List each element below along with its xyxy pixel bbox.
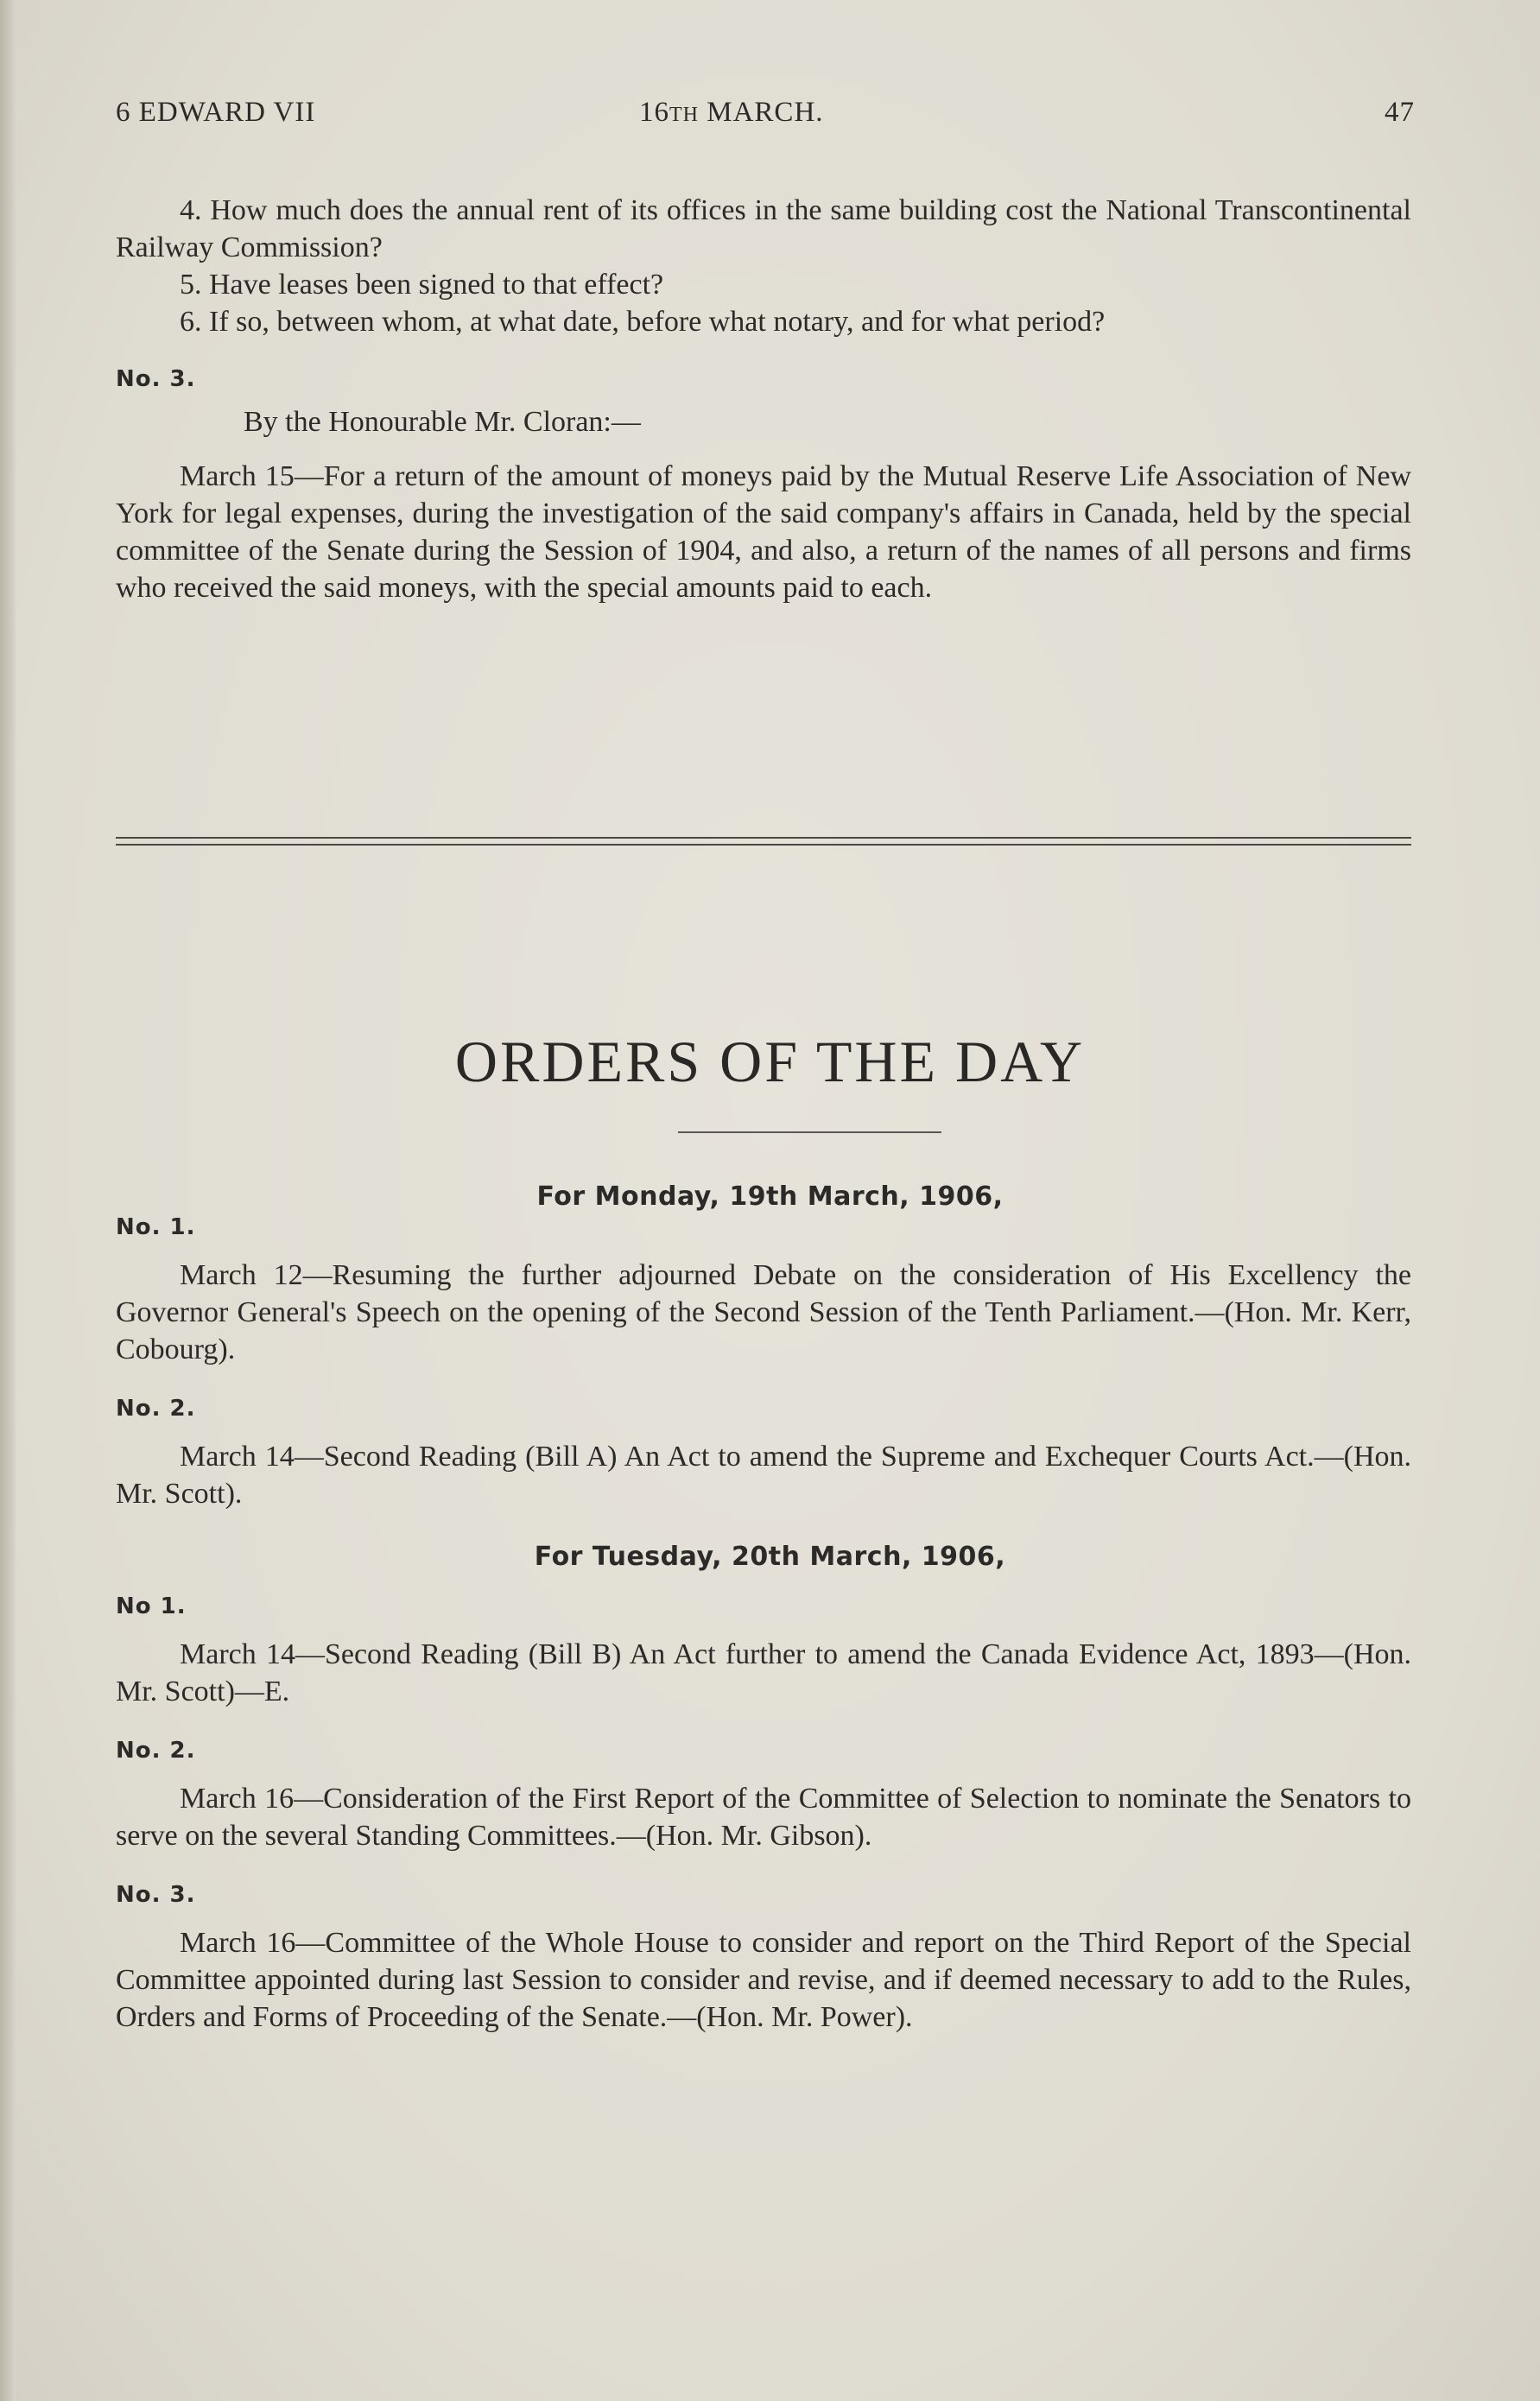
- running-head-month: MARCH.: [707, 97, 824, 128]
- section-divider-bottom: [116, 844, 1411, 846]
- tuesday-item-1-number: No 1.: [116, 1593, 187, 1619]
- notice-3-text: March 15—For a return of the amount of moneys paid by the Mutual Reserve Life Association of New York for legal expenses, during the investigation of the said company's affairs in Canada, held by the special committee of the Senate during the Session of 1904, and also, a return of the names of all persons and firms who received the said moneys, with the special amounts paid to each.: [116, 460, 1411, 604]
- running-head-day: 16: [639, 97, 669, 128]
- question-5: 5. Have leases been signed to that effect?: [180, 269, 664, 301]
- tuesday-item-3-number: No. 3.: [116, 1882, 196, 1908]
- monday-heading: For Monday, 19th March, 1906,: [536, 1181, 1004, 1212]
- monday-item-2-text: March 14—Second Reading (Bill A) An Act to amend the Supreme and Exchequer Courts Act.—(Hon. Mr. Scott).: [116, 1441, 1411, 1510]
- tuesday-item-2-text: March 16—Consideration of the First Report of the Committee of Selection to nominate the Senators to serve on the several Standing Committees.—(Hon. Mr. Gibson).: [116, 1783, 1411, 1852]
- notice-3-byline: By the Honourable Mr. Cloran:—: [244, 406, 641, 438]
- tuesday-item-1-text: March 14—Second Reading (Bill B) An Act further to amend the Canada Evidence Act, 1893—(Hon. Mr. Scott)—E.: [116, 1638, 1411, 1707]
- title-underline: [678, 1131, 941, 1133]
- question-4: 4. How much does the annual rent of its offices in the same building cost the National Transcontinental Railway Commission?: [116, 194, 1411, 263]
- orders-title: ORDERS OF THE DAY: [454, 1029, 1086, 1094]
- running-head-day-suffix: TH: [669, 104, 699, 126]
- monday-item-1-number: No. 1.: [116, 1214, 196, 1240]
- running-head-reign: 6 EDWARD VII: [116, 97, 316, 128]
- monday-item-1-text: March 12—Resuming the further adjourned Debate on the consideration of His Excellency the Governor General's Speech on the opening of the Second Session of the Tenth Parliament.—(Hon. Mr. Kerr, Cobourg).: [116, 1259, 1411, 1365]
- section-divider-top: [116, 837, 1411, 839]
- running-head: [116, 97, 1415, 140]
- notice-3-number: No. 3.: [116, 366, 196, 392]
- running-head-date: [639, 97, 824, 129]
- tuesday-items: [116, 1588, 1411, 2036]
- monday-items: [116, 1209, 1411, 1512]
- question-list: [116, 192, 1411, 340]
- tuesday-item-3-text: March 16—Committee of the Whole House to consider and report on the Third Report of the Special Committee appointed during last Session to consider and revise, and if deemed necessary to add to the Rules, Orders and Forms of Proceeding of the Senate.—(Hon. Mr. Power).: [116, 1927, 1411, 2033]
- tuesday-heading: For Tuesday, 20th March, 1906,: [534, 1542, 1006, 1572]
- notice-3: [116, 361, 1411, 606]
- monday-item-2-number: No. 2.: [116, 1396, 196, 1422]
- question-6: 6. If so, between whom, at what date, before what notary, and for what period?: [180, 306, 1106, 338]
- page-number: 47: [1385, 97, 1415, 128]
- tuesday-item-2-number: No. 2.: [116, 1738, 196, 1764]
